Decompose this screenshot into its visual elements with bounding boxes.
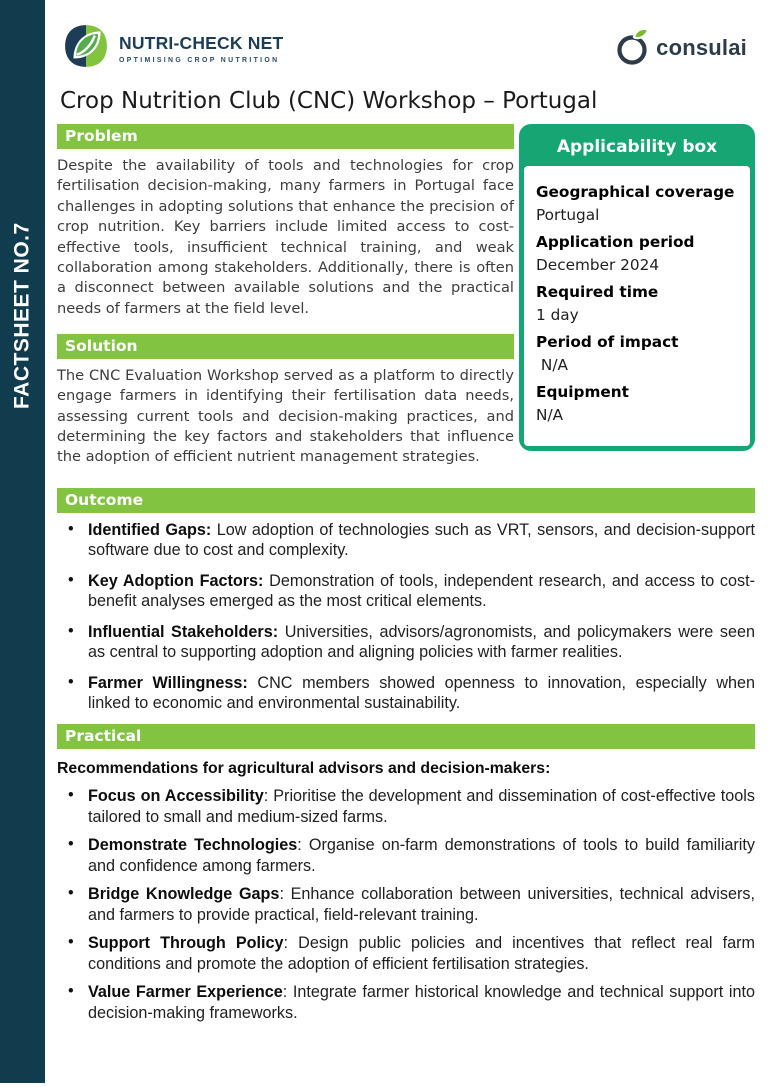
- outcome-section: [57, 488, 755, 713]
- solution-section-header: Solution: [57, 334, 514, 359]
- practical-section-header: Practical: [57, 724, 755, 749]
- factsheet-content: [57, 0, 755, 1031]
- applicability-label: Geographical coverage: [536, 183, 735, 201]
- bullet-label: Support Through Policy: [88, 934, 284, 953]
- practical-bullet: [57, 933, 755, 975]
- outcome-bullet: [57, 622, 755, 662]
- practical-bullet-list: [57, 786, 755, 1024]
- applicability-value: 1 day: [536, 306, 579, 324]
- brand-name: NUTRI-CHECK NET: [119, 32, 284, 53]
- applicability-label: Application period: [536, 233, 695, 251]
- factsheet-side-band: [0, 0, 45, 1083]
- applicability-label: Required time: [536, 283, 659, 301]
- applicability-box-heading: Applicability box: [556, 137, 718, 157]
- problem-solution-column: [57, 124, 514, 482]
- applicability-box: [519, 124, 755, 451]
- bullet-label: Bridge Knowledge Gaps: [88, 885, 280, 904]
- bullet-label: Farmer Willingness:: [88, 674, 248, 693]
- practical-bullet: [57, 786, 755, 828]
- bullet-text: CNC members showed openness to innovation, especially when linked to economic and environmental sustainability.: [88, 674, 756, 713]
- applicability-label: Equipment: [536, 383, 629, 401]
- bullet-text: : Integrate farmer historical knowledge and technical support into decision-making frameworks.: [88, 983, 755, 1023]
- applicability-value: N/A: [536, 356, 568, 374]
- nutri-check-leaf-icon: [63, 23, 109, 73]
- factsheet-number-label: FACTSHEET NO.7: [10, 222, 34, 410]
- partner-name: consulai: [656, 35, 747, 60]
- practical-bullet: [57, 884, 755, 926]
- outcome-section-header: Outcome: [57, 488, 755, 513]
- brand-tagline: OPTIMISING CROP NUTRITION: [119, 56, 280, 64]
- applicability-value: Portugal: [536, 206, 600, 224]
- problem-body-text: Despite the availability of tools and technologies for crop fertilisation decision-making, many farmers in Portugal face challenges in adopting solutions that enhance the precision of crop nutrition. Key barriers include limited access to cost-effective tools, insufficient technical training, and weak collaboration among stakeholders. Additionally, there is often a disconnect between available solutions and the practical needs of farmers at the field level.: [57, 157, 514, 317]
- solution-body-text: The CNC Evaluation Workshop served as a platform to directly engage farmers in identifying their fertilisation data needs, assessing current tools and decision-making practices, and determining the key factors and stakeholders that influence the adoption of efficient nutrient management strategies.: [57, 366, 514, 466]
- practical-section: [57, 724, 755, 1024]
- bullet-text: : Prioritise the development and dissemination of cost-effective tools tailored to small and medium-sized farms.: [88, 787, 755, 827]
- outcome-bullet: [57, 673, 755, 713]
- outcome-bullet-list: [57, 520, 755, 713]
- applicability-value: December 2024: [536, 256, 660, 274]
- logo-header: [57, 22, 755, 74]
- practical-bullet: [57, 835, 755, 877]
- consulai-fruit-icon: [614, 25, 652, 71]
- bullet-label: Demonstrate Technologies: [88, 836, 298, 855]
- bullet-text: Low adoption of technologies such as VRT, sensors, and decision-support software due to cost and complexity.: [88, 521, 755, 560]
- applicability-column: [519, 124, 755, 482]
- bullet-text: : Design public policies and incentives that reflect real farm conditions and promote the adoption of efficient fertilisation strategies.: [88, 934, 755, 974]
- consulai-logo: [614, 25, 747, 71]
- bullet-label: Influential Stakeholders:: [88, 623, 279, 642]
- applicability-box-body: [524, 166, 750, 446]
- applicability-label: Period of impact: [536, 333, 679, 351]
- page-title: Crop Nutrition Club (CNC) Workshop – Portugal: [60, 88, 598, 114]
- bullet-text: Universities, advisors/agronomists, and policymakers were seen as central to supporting adoption and aligning policies with farmer realities.: [88, 623, 755, 662]
- practical-intro-line: Recommendations for agricultural advisors and decision-makers:: [57, 760, 551, 778]
- bullet-label: Value Farmer Experience: [88, 983, 283, 1002]
- bullet-label: Key Adoption Factors:: [88, 572, 264, 591]
- outcome-bullet: [57, 571, 755, 611]
- applicability-value: N/A: [536, 406, 564, 424]
- bullet-label: Focus on Accessibility: [88, 787, 264, 806]
- bullet-text: Demonstration of tools, independent research, and access to cost-benefit analyses emerged as the most critical elements.: [88, 572, 755, 611]
- bullet-label: Identified Gaps:: [88, 521, 212, 540]
- nutri-check-net-logo: [63, 23, 283, 73]
- problem-section-header: Problem: [57, 124, 514, 149]
- bullet-text: : Organise on-farm demonstrations of tools to build familiarity and confidence among farmers.: [88, 836, 755, 876]
- two-column-zone: [57, 124, 755, 482]
- brand-text-block: [119, 33, 283, 64]
- bullet-text: : Enhance collaboration between universities, technical advisers, and farmers to provide practical, field-relevant training.: [88, 885, 755, 925]
- outcome-bullet: [57, 520, 755, 560]
- practical-bullet: [57, 982, 755, 1024]
